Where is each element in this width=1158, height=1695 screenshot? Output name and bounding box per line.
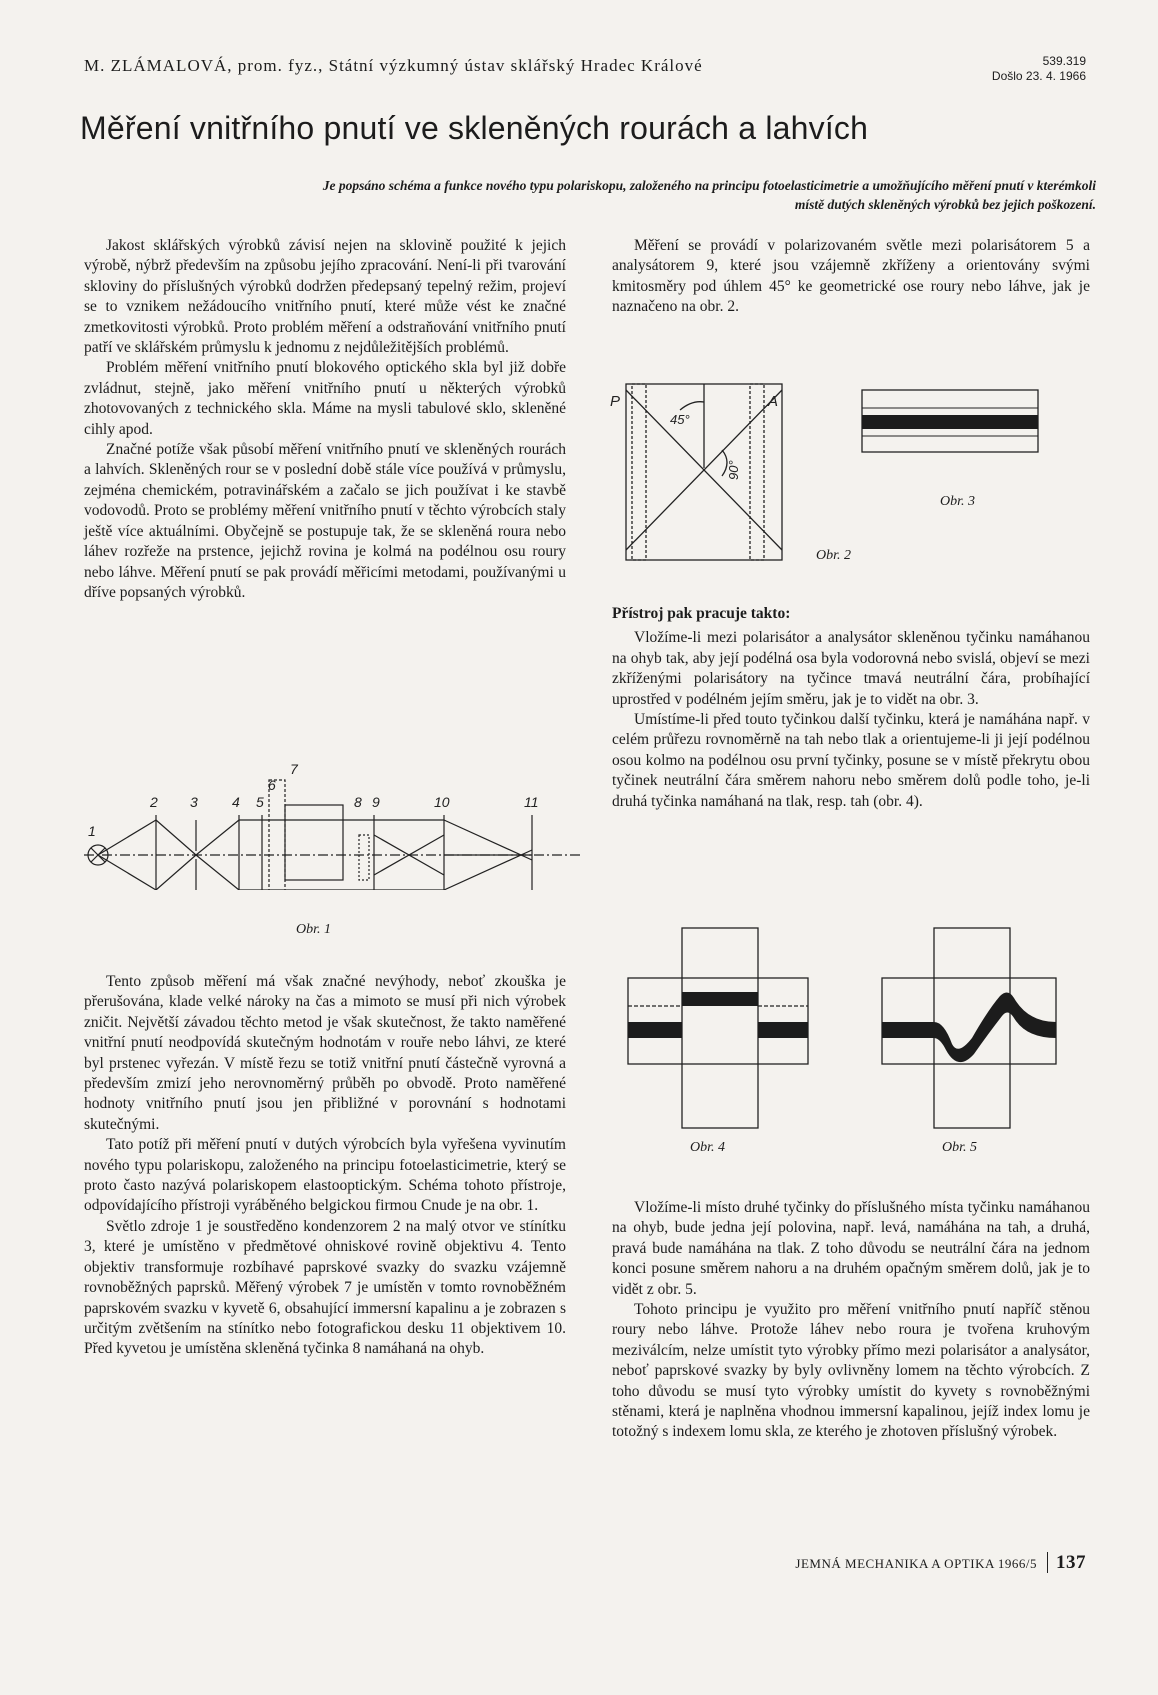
paragraph: Měření se provádí v polarizovaném světle mezi polarisátorem 5 a analysátorem 9, které jsou vzájemně zkříženy a orientovány svými kmitosměry pod úhlem 45° ke geometrické ose roury nebo láhve, jak je naznačeno na obr. 2. [612, 237, 1090, 316]
figure-3-caption: Obr. 3 [940, 494, 976, 509]
figure-1-diagram [84, 760, 584, 890]
fig2-label-a: A [768, 393, 779, 410]
right-column-top [612, 236, 1090, 318]
fig2-angle-45: 45° [670, 412, 690, 427]
fig1-label: 11 [524, 794, 539, 810]
udc-code: 539.319 [1042, 54, 1086, 68]
figure-5-caption: Obr. 5 [942, 1140, 978, 1155]
abstract: Je popsáno schéma a funkce nového typu polariskopu, založeného na principu fotoelasticimetrie a umožňujícího měření pnutí v kterémkoli místě dutých skleněných výrobků bez jejich poškození. [322, 178, 1096, 212]
fig1-label: 7 [290, 761, 298, 777]
figure-4-caption: Obr. 4 [690, 1140, 726, 1155]
fig1-label: 6 [268, 777, 276, 793]
figure-2 [610, 380, 790, 565]
paragraph: Jakost sklářských výrobků závisí nejen na sklovině použité k jejich výrobě, nýbrž především na způsobu jejího zpracování. Není-li při tvarování skloviny do příslušných výrobků dodržen předepsaný tepelný režim, projeví se to vznikem nežádoucího vnitřního pnutí, které může vést ke značné zmetkovitosti výrobků. Proto problém měření a odstraňování vnitřního pnutí patří ve sklářském průmyslu k jednomu z nejdůležitějších problémů. [84, 237, 566, 357]
fig1-label: 1 [88, 823, 96, 839]
fig1-label: 5 [256, 794, 264, 810]
figure-1 [84, 760, 584, 890]
page-footer [795, 1552, 1086, 1574]
figure-4 [626, 926, 811, 1131]
figure-5-diagram [880, 926, 1060, 1131]
article-title: Měření vnitřního pnutí ve skleněných rourách a lahvích [80, 110, 869, 146]
section-heading: Přístroj pak pracuje takto: [612, 605, 791, 622]
fig2-angle-90: 90° [726, 460, 741, 480]
fig1-label: 4 [232, 794, 240, 810]
page-number: 137 [1047, 1552, 1086, 1573]
figure-3 [860, 388, 1040, 458]
fig2-label-p: P [610, 393, 621, 410]
paragraph: Tento způsob měření má však značné nevýhody, neboť zkouška je přerušována, klade velké nároky na čas a mimoto se musí při nich výrobek zničit. Největší závadou těchto metod je však skutečnost, že takto naměřené vnitřní pnutí neodpovídá skutečným hodnotám v rouře nebo láhvi, ze které byl prstenec vyřezán. V místě řezu se totiž vnitřní pnutí částečně vyrovná a především zmizí jeho nerovnoměrný průběh po obvodě. Proto naměřené hodnoty vnitřního pnutí jsou jen přibližné v porovnání s hodnotami skutečnými. [84, 973, 566, 1133]
figure-2-diagram [610, 380, 790, 565]
paragraph: Vložíme-li místo druhé tyčinky do příslušného místa tyčinku namáhanou na ohyb, bude jedna její polovina, např. levá, namáhána na tah, a druhá, pravá bude namáhána na tlak. Z toho důvodu se neutrální čára na jednom konci posune směrem nahoru a na druhém opačným směrem dolů, jak je to vidět z obr. 5. [612, 1199, 1090, 1298]
figure-4-diagram [626, 926, 811, 1131]
paragraph: Tohoto principu je využito pro měření vnitřního pnutí napříč stěnou roury nebo láhve. Protože láhev nebo roura je tvořena kruhovým meziválcím, nelze umístit tyto výrobky přímo mezi polarisátor a analysátor, neboť paprskové svazky by byly ovlivněny lomem na těchto výrobcích. Z toho důvodu se musí tyto výrobky umístit do kyvety s rovnoběžnými stěnami, která je naplněna vhodnou immersní kapalinou, jejíž index lomu je totožný s indexem lomu skla, ze kterého je zhotoven příslušný výrobek. [612, 1301, 1090, 1441]
paragraph: Značné potíže však působí měření vnitřního pnutí ve skleněných rourách a lahvích. Skleněných rour se v poslední době stále více používá v průmyslu, zejména chemickém, potravinářském a začalo se jich používat i ke stavbě vodovodů. Proto se problémy měření vnitřního pnutí v těchto výrobcích staly ještě více aktuálními. Obyčejně se postupuje tak, že se skleněná roura nebo láhev rozřeže na prstence, jejichž rovina je kolmá na podélnou osu roury nebo láhve. Měření pnutí se pak provádí měřicími metodami, používanými u dříve popsaných výrobků. [84, 441, 566, 601]
left-column-bottom [84, 972, 566, 1360]
fig1-label: 9 [372, 794, 380, 810]
fig1-label: 10 [434, 794, 450, 810]
paragraph: Problém měření vnitřního pnutí blokového optického skla byl již dobře zvládnut, stejně, jako měření vnitřního pnutí u některých výrobků zhotovovaných z technického skla. Máme na mysli tabulové sklo, skleněné cihly apod. [84, 359, 566, 438]
udc-block [992, 54, 1086, 84]
author-line: M. ZLÁMALOVÁ, prom. fyz., Státní výzkumný ústav sklářský Hradec Králové [84, 56, 703, 75]
paragraph: Umístíme-li před touto tyčinkou další tyčinku, která je namáhána např. v celém průřezu rovnoměrně na tah nebo tlak a orientujeme-li ji její podélnou osou kolmo na podélnou osu první tyčinky, posune se v místě překrytu obou tyčinek neutrální čára směrem nahoru nebo směrem dolů podle toho, je-li druhá tyčinka namáhaná na tlak, resp. tah (obr. 4). [612, 711, 1090, 810]
journal-name: JEMNÁ MECHANIKA A OPTIKA 1966/5 [795, 1556, 1037, 1571]
received-date: Došlo 23. 4. 1966 [991, 69, 1086, 83]
right-column-mid [612, 604, 1090, 812]
left-column-top [84, 236, 566, 603]
figure-1-caption: Obr. 1 [296, 922, 332, 937]
figure-2-caption: Obr. 2 [816, 548, 852, 563]
figure-3-diagram [860, 388, 1040, 458]
paragraph: Tato potíž při měření pnutí v dutých výrobcích byla vyřešena vyvinutím nového typu polariskopu, založeného na principu fotoelasticimetrie, který se proto často nazývá polariskopem elastooptickým. Schéma tohoto přístroje, odpovídajícího přístroji vyráběného belgickou firmou Cnude je na obr. 1. [84, 1136, 566, 1215]
fig1-label: 2 [150, 794, 158, 810]
fig1-label: 3 [190, 794, 198, 810]
paragraph: Vložíme-li mezi polarisátor a analysátor skleněnou tyčinku namáhanou na ohyb tak, aby její podélná osa byla vodorovná nebo svislá, objeví se mezi zkříženými polarisátory na tyčince tmavá neutrální čára, probíhající uprostřed v podélném jejím směru, jak je to vidět na obr. 3. [612, 629, 1090, 708]
figure-5 [880, 926, 1060, 1131]
right-column-bottom [612, 1198, 1090, 1443]
fig1-label: 8 [354, 794, 362, 810]
paragraph: Světlo zdroje 1 je soustředěno kondenzorem 2 na malý otvor ve stínítku 3, které je umístěno v předmětové ohniskové rovině objektivu 4. Tento objektiv transformuje rozbíhavé paprskové svazky do svazku vzájemně rovnoběžných paprsků. Měřený výrobek 7 je umístěn v tomto rovnoběžném paprskovém svazku v kyvetě 6, obsahující immersní kapalinu a je zobrazen s určitým zvětšením na stínítko nebo fotografickou desku 11 objektivem 10. Před kyvetou je umístěna skleněná tyčinka 8 namáhaná na ohyb. [84, 1217, 566, 1358]
